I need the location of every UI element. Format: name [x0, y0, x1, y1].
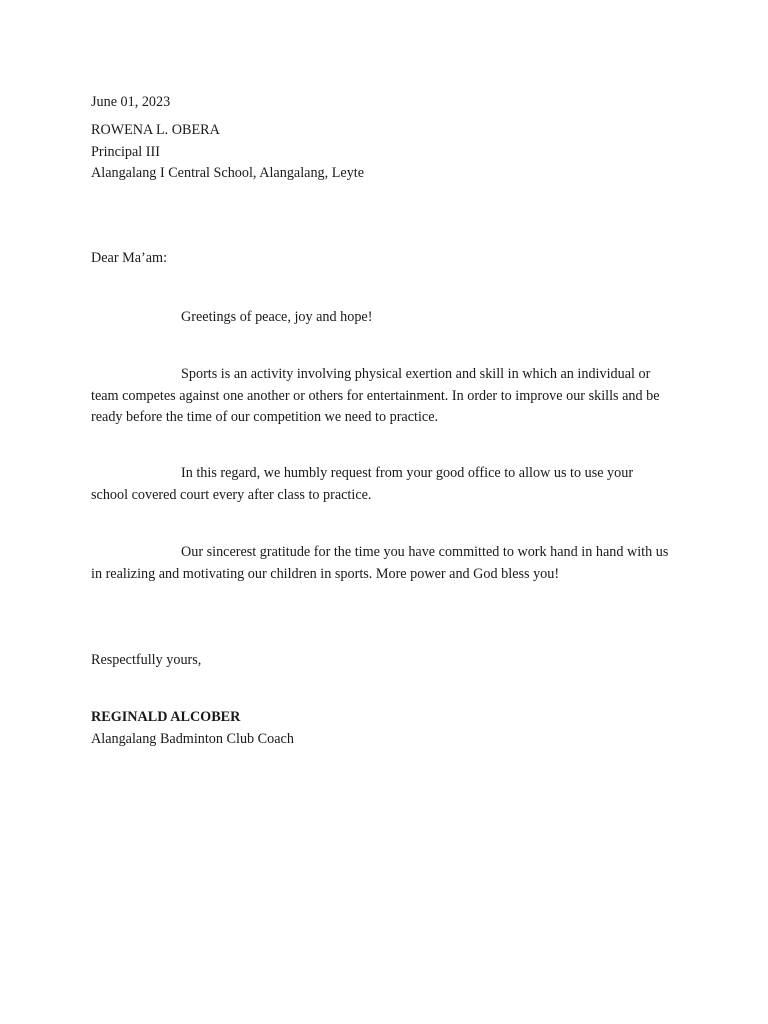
paragraph-gratitude: Our sincerest gratitude for the time you have committed to work hand in hand with us in realizing and motivating our children in sports. More power and God bless you! [91, 544, 669, 582]
recipient-name: ROWENA L. OBERA [91, 122, 220, 138]
paragraph-greeting: Greetings of peace, joy and hope! [181, 309, 373, 325]
signatory-title: Alangalang Badminton Club Coach [91, 731, 294, 747]
paragraph-sports: Sports is an activity involving physical exertion and skill in which an individual or team competes against one another or others for entertainment. In order to improve our skills and be ready before the time of our competition we need to practice. [91, 366, 660, 425]
recipient-school: Alangalang I Central School, Alangalang, Leyte [91, 165, 365, 181]
signatory-name: REGINALD ALCOBER [91, 709, 241, 725]
letter-date: June 01, 2023 [91, 94, 171, 110]
closing: Respectfully yours, [91, 652, 202, 668]
paragraph-request: In this regard, we humbly request from your good office to allow us to use your school covered court every after class to practice. [91, 465, 634, 503]
recipient-position: Principal III [91, 144, 160, 160]
salutation: Dear Ma’am: [91, 250, 168, 266]
